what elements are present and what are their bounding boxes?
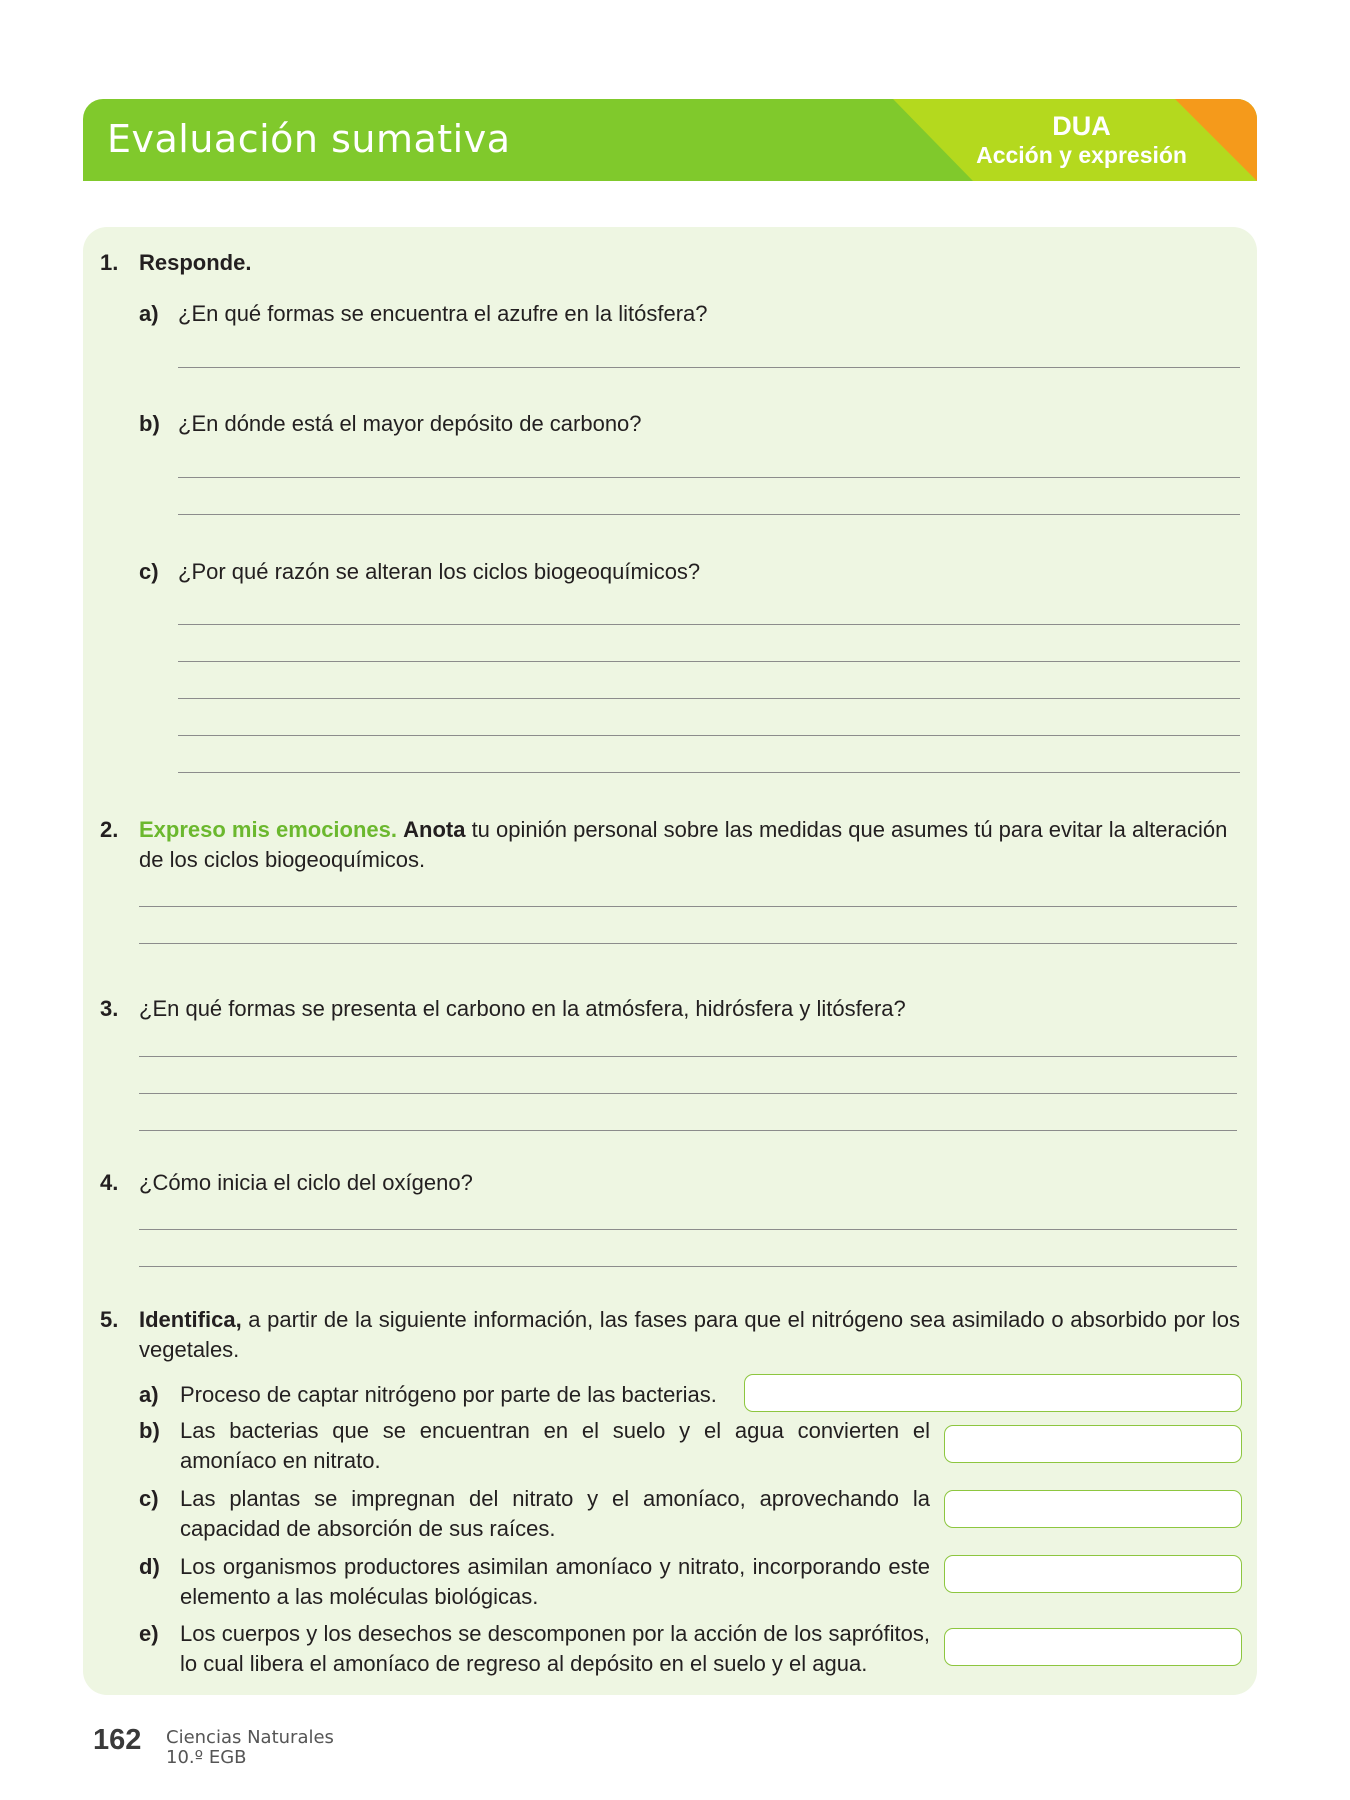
q2-text-line2: de los ciclos biogeoquímicos. <box>139 847 426 872</box>
q5e-answer-box[interactable] <box>944 1628 1242 1666</box>
answer-line[interactable] <box>178 477 1240 478</box>
answer-line[interactable] <box>178 698 1240 699</box>
answer-line[interactable] <box>178 772 1240 773</box>
answer-line[interactable] <box>178 367 1240 368</box>
answer-line[interactable] <box>178 624 1240 625</box>
q5e-text: Los cuerpos y los desechos se descomponen por la acción de los saprófitos, lo cual libera el amoníaco de regreso al depósito en el suelo y el agua. <box>180 1621 930 1676</box>
q1-number: 1. <box>100 250 119 275</box>
answer-line[interactable] <box>139 906 1237 907</box>
q5a-answer-box[interactable] <box>744 1374 1242 1412</box>
answer-line[interactable] <box>139 1266 1237 1267</box>
q2-line1 <box>139 815 1227 845</box>
q5c-text: Las plantas se impregnan del nitrato y el amoníaco, aprovechando la capacidad de absorción de sus raíces. <box>180 1486 930 1541</box>
q1a-label: a) <box>139 301 159 326</box>
page-number: 162 <box>93 1724 142 1756</box>
q4-text: ¿Cómo inicia el ciclo del oxígeno? <box>139 1170 473 1195</box>
dua-subtitle: Acción y expresión <box>976 142 1187 168</box>
q5b-label: b) <box>139 1418 160 1443</box>
q5d-text: Los organismos productores asimilan amoníaco y nitrato, incorporando este elemento a las moléculas biológicas. <box>180 1554 930 1609</box>
answer-line[interactable] <box>139 1056 1237 1057</box>
q5d-label: d) <box>139 1554 160 1579</box>
answer-line[interactable] <box>139 1130 1237 1131</box>
answer-line[interactable] <box>139 1229 1237 1230</box>
q2-text-line1: tu opinión personal sobre las medidas que asumes tú para evitar la alteración <box>465 817 1228 842</box>
q3-number: 3. <box>100 996 119 1021</box>
q5a-text: Proceso de captar nitrógeno por parte de las bacterias. <box>180 1382 717 1407</box>
answer-line[interactable] <box>178 514 1240 515</box>
q1b-label: b) <box>139 411 160 436</box>
q5c-label: c) <box>139 1486 159 1511</box>
q5e-label: e) <box>139 1621 159 1646</box>
footer-subject: Ciencias Naturales <box>166 1727 334 1748</box>
q5a-label: a) <box>139 1382 159 1407</box>
dua-badge <box>976 111 1187 169</box>
answer-line[interactable] <box>178 735 1240 736</box>
q5-intro <box>139 1305 1240 1365</box>
answer-line[interactable] <box>178 661 1240 662</box>
section-header <box>83 99 1257 181</box>
q2-number: 2. <box>100 817 119 842</box>
q1c-text: ¿Por qué razón se alteran los ciclos biogeoquímicos? <box>178 559 701 584</box>
answer-line[interactable] <box>139 1093 1237 1094</box>
q2-verb: Anota <box>403 817 466 842</box>
q5b-text: Las bacterias que se encuentran en el suelo y el agua convierten el amoníaco en nitrato. <box>180 1418 930 1473</box>
q1b-text: ¿En dónde está el mayor depósito de carbono? <box>178 411 642 436</box>
dua-label: DUA <box>1052 111 1111 141</box>
answer-line[interactable] <box>139 943 1237 944</box>
page-title: Evaluación sumativa <box>107 117 511 161</box>
q1-title: Responde. <box>139 250 252 275</box>
q5b-answer-box[interactable] <box>944 1425 1242 1463</box>
q5d-answer-box[interactable] <box>944 1555 1242 1593</box>
footer-grade: 10.º EGB <box>166 1747 247 1768</box>
q5c-answer-box[interactable] <box>944 1490 1242 1528</box>
q4-number: 4. <box>100 1170 119 1195</box>
q5-verb: Identifica, <box>139 1307 242 1332</box>
q1a-text: ¿En qué formas se encuentra el azufre en la litósfera? <box>178 301 708 326</box>
q5-text: a partir de la siguiente información, las fases para que el nitrógeno sea asimilado o absorbido por los vegetales. <box>139 1307 1240 1362</box>
q2-highlight: Expreso mis emociones. <box>139 817 397 842</box>
q3-text: ¿En qué formas se presenta el carbono en la atmósfera, hidrósfera y litósfera? <box>139 996 906 1021</box>
q5-number: 5. <box>100 1307 119 1332</box>
q1c-label: c) <box>139 559 159 584</box>
